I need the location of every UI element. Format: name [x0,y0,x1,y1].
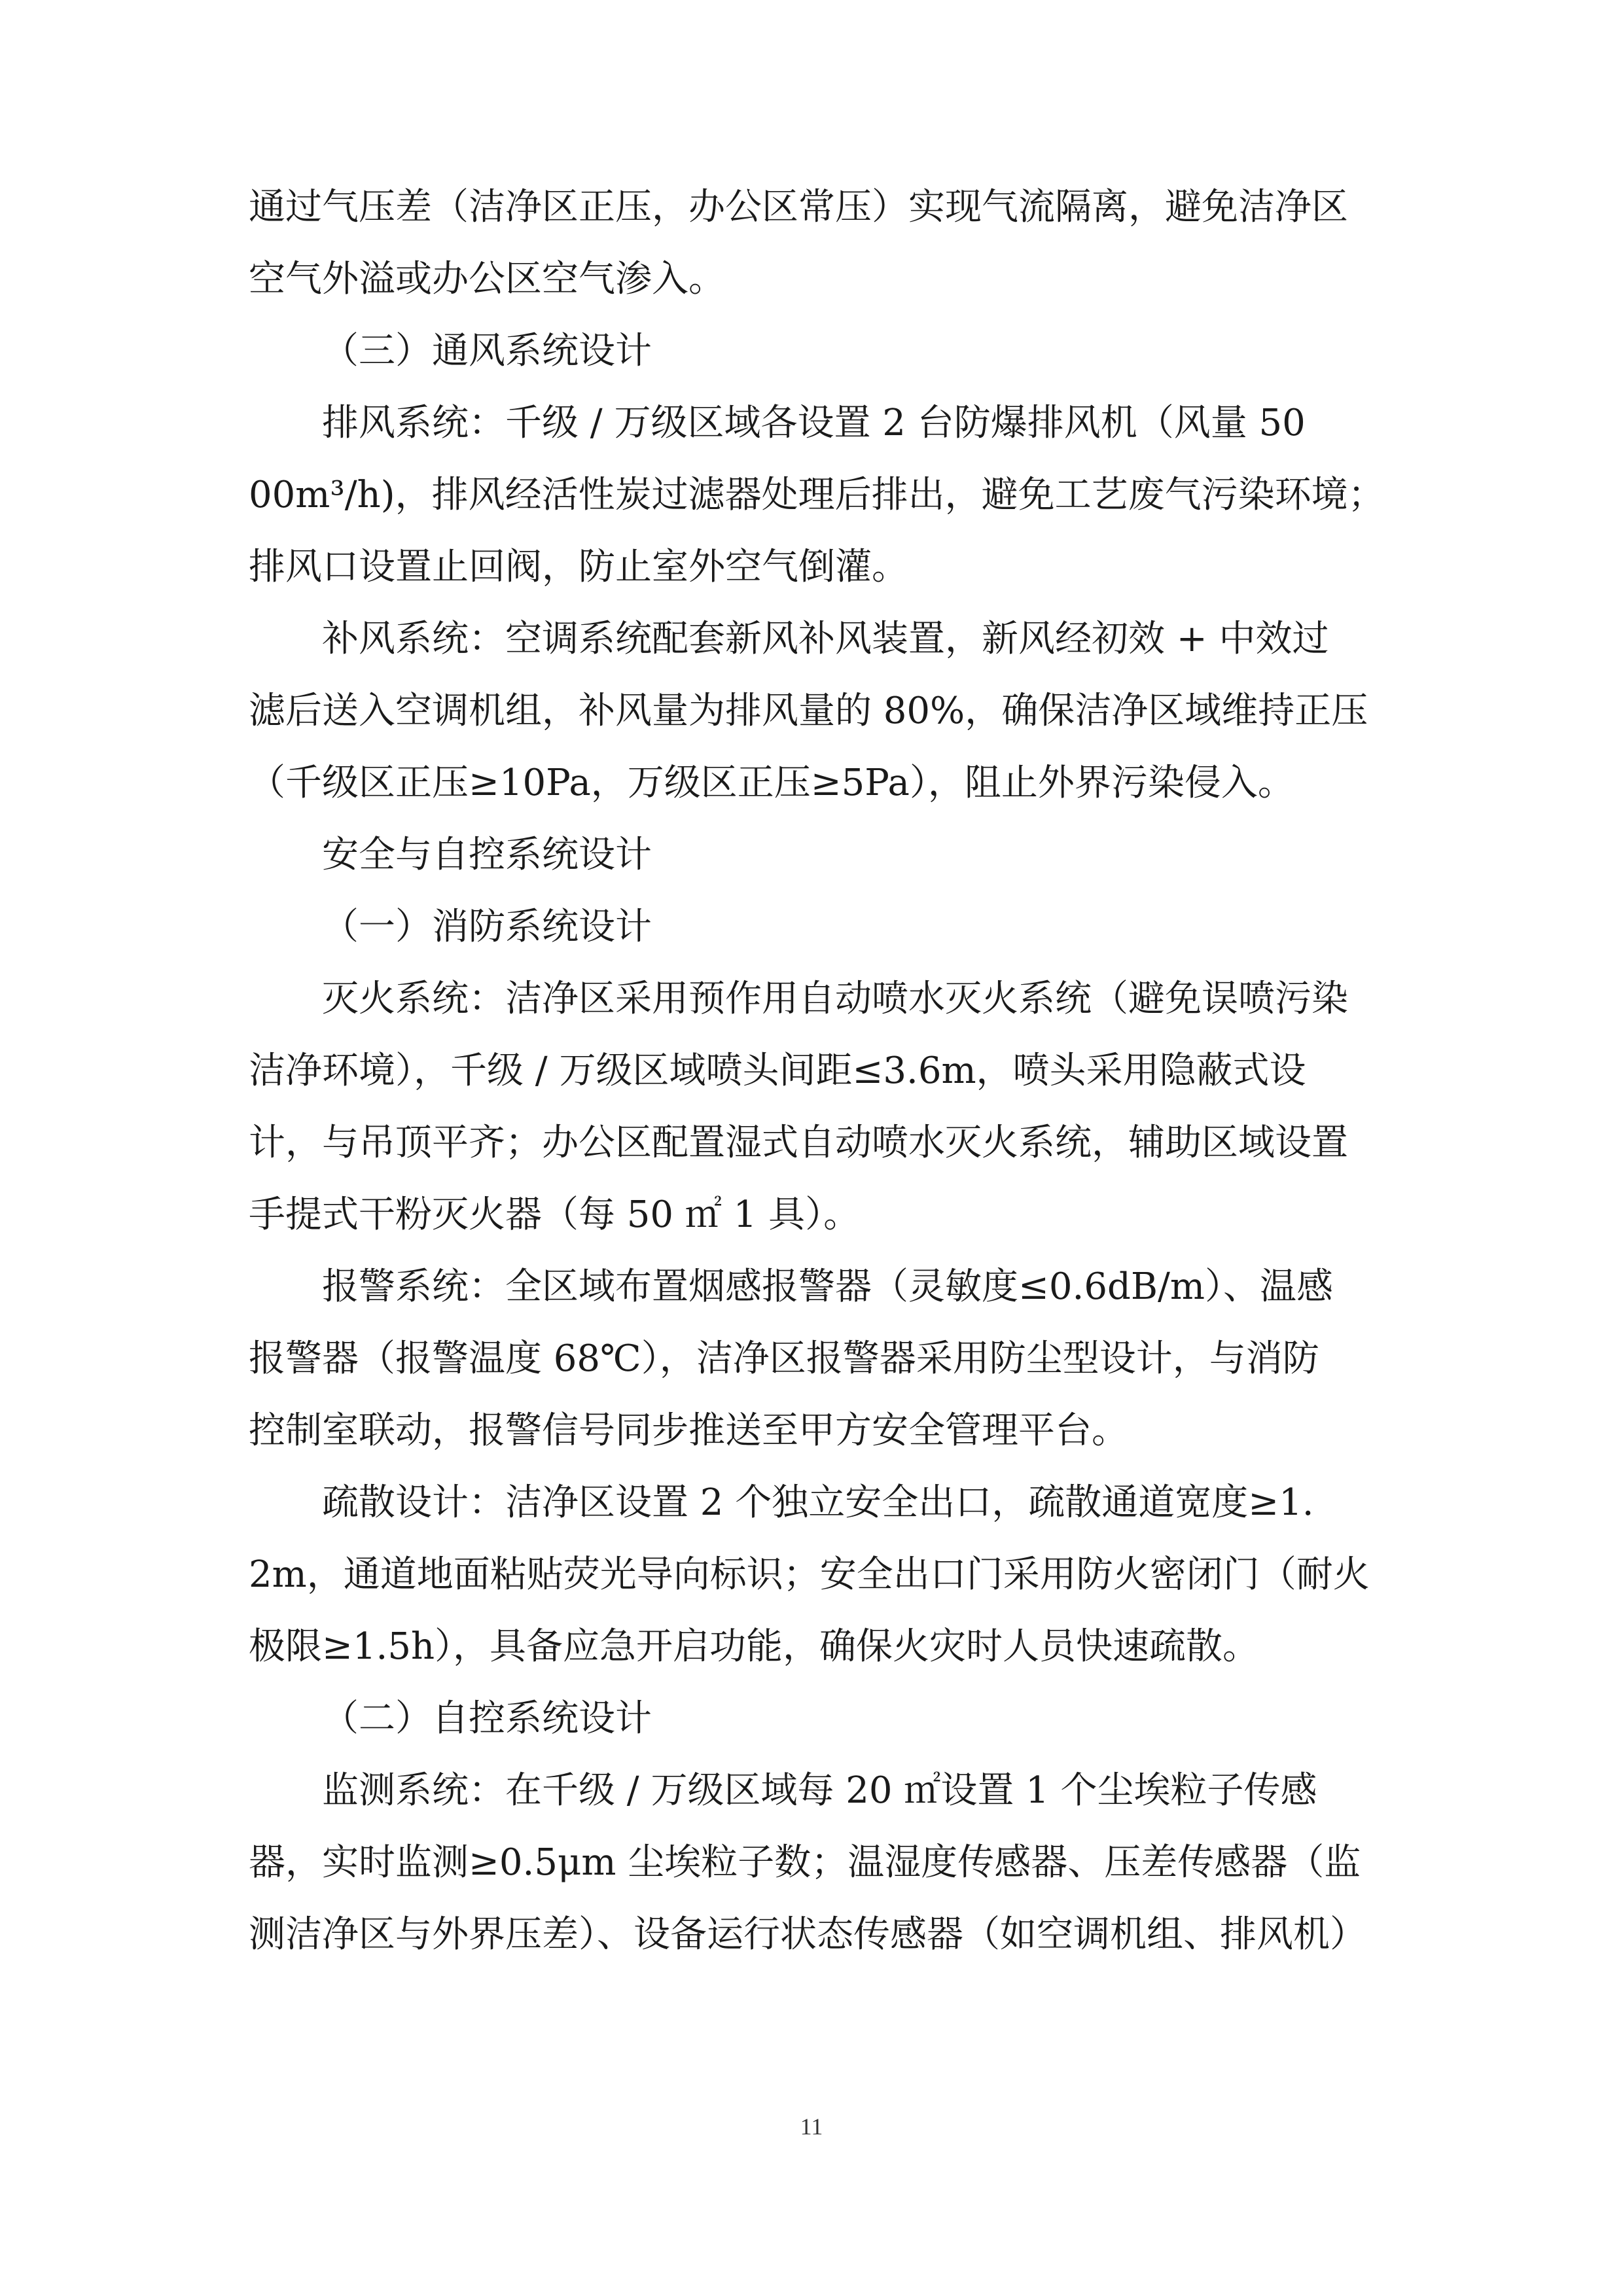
text-line: 2m，通道地面粘贴荧光导向标识；安全出口门采用防火密闭门（耐火 [249,1553,1370,1596]
text-line: 报警系统：全区域布置烟感报警器（灵敏度≤0.6dB/m）、温感 [322,1265,1333,1308]
text-line: （千级区正压≥10Pa，万级区正压≥5Pa），阻止外界污染侵入。 [249,762,1294,804]
text-line: 通过气压差（洁净区正压，办公区常压）实现气流隔离，避免洁净区 [249,186,1348,228]
text-line: 排风系统：千级 / 万级区域各设置 2 台防爆排风机（风量 50 [322,402,1306,444]
text-line: 监测系统：在千级 / 万级区域每 20 ㎡设置 1 个尘埃粒子传感 [322,1769,1317,1812]
text-line: 补风系统：空调系统配套新风补风装置，新风经初效 + 中效过 [322,618,1329,660]
section-heading: （二）自控系统设计 [322,1697,652,1740]
text-line: 疏散设计：洁净区设置 2 个独立安全出口，疏散通道宽度≥1. [322,1481,1314,1524]
text-line: 极限≥1.5h），具备应急开启功能，确保火灾时人员快速疏散。 [249,1625,1260,1668]
text-line: 00m³/h)，排风经活性炭过滤器处理后排出，避免工艺废气污染环境； [249,474,1385,516]
section-heading: （一）消防系统设计 [322,906,652,948]
text-line: 洁净环境），千级 / 万级区域喷头间距≤3.6m，喷头采用隐蔽式设 [249,1050,1306,1092]
page-number: 11 [800,2113,823,2140]
text-line: 灭火系统：洁净区采用预作用自动喷水灭火系统（避免误喷污染 [322,978,1348,1020]
text-line: 控制室联动，报警信号同步推送至甲方安全管理平台。 [249,1409,1128,1452]
text-line: 排风口设置止回阀，防止室外空气倒灌。 [249,546,908,588]
text-line: 滤后送入空调机组，补风量为排风量的 80%，确保洁净区域维持正压 [249,690,1368,732]
text-line: 空气外溢或办公区空气渗入。 [249,258,725,300]
text-line: 手提式干粉灭火器（每 50 ㎡ 1 具）。 [249,1193,861,1236]
text-line: 报警器（报警温度 68℃），洁净区报警器采用防尘型设计，与消防 [249,1337,1319,1380]
section-heading: （三）通风系统设计 [322,330,652,372]
text-line: 测洁净区与外界压差）、设备运行状态传感器（如空调机组、排风机） [249,1913,1366,1956]
text-line: 计，与吊顶平齐；办公区配置湿式自动喷水灭火系统，辅助区域设置 [249,1122,1348,1164]
text-line: 器，实时监测≥0.5μm 尘埃粒子数；温湿度传感器、压差传感器（监 [249,1841,1361,1884]
section-heading: 安全与自控系统设计 [322,834,652,876]
